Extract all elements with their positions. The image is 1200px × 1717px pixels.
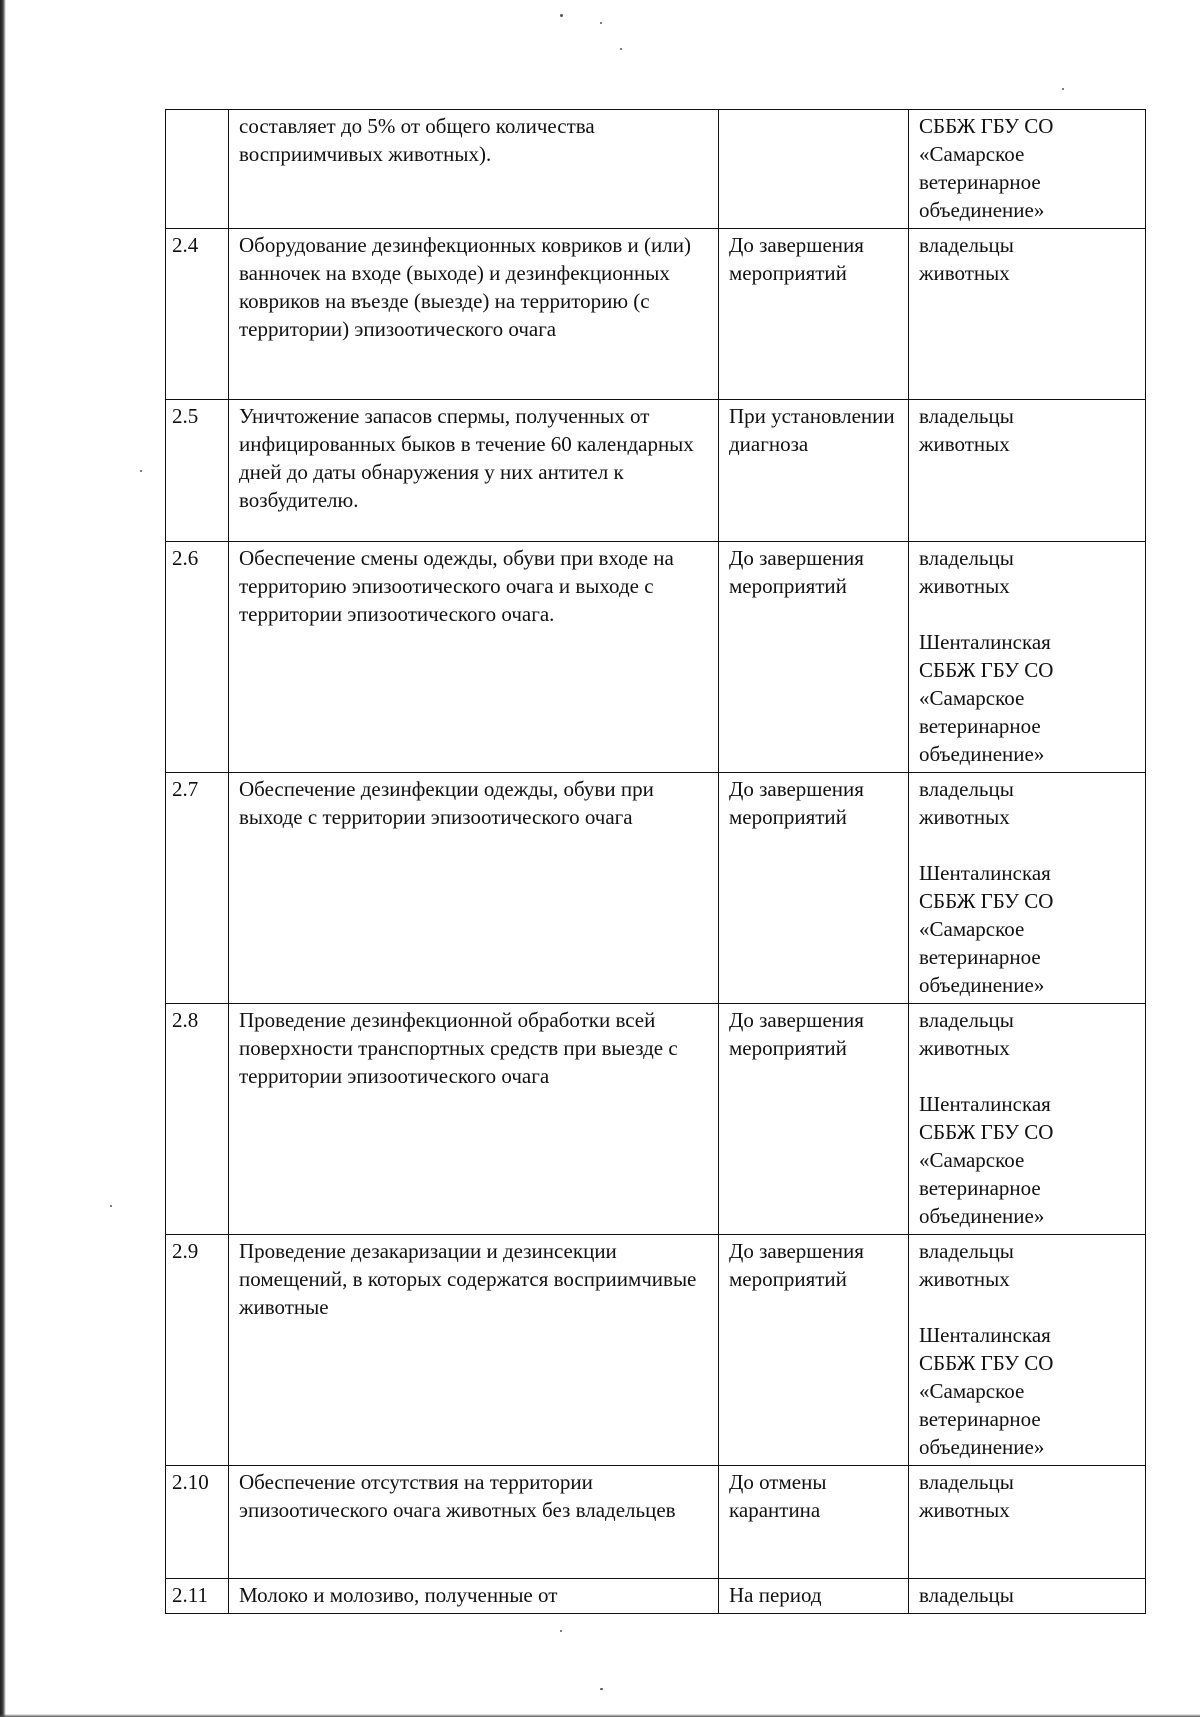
responsible-line: СББЖ ГБУ СО [919, 1120, 1054, 1144]
measure-text: Обеспечение дезинфекции одежды, обуви при выходе с территории эпизоотического очага [229, 773, 719, 1004]
term-text: До завершения мероприятий [719, 229, 909, 400]
responsible-line: животных [919, 1036, 1010, 1060]
responsible-line: животных [919, 805, 1010, 829]
responsible-line: СББЖ ГБУ СО [919, 1351, 1054, 1375]
responsible-line: СББЖ ГБУ СО [919, 658, 1054, 682]
responsible-line: животных [919, 261, 1010, 285]
scan-edge-shadow [0, 0, 6, 1717]
responsible-line: Шенталинская [919, 861, 1051, 885]
responsible-line: объединение» [919, 742, 1045, 766]
responsible-line: животных [919, 1267, 1010, 1291]
scan-speck [600, 1688, 603, 1690]
responsible-cell [909, 1579, 1146, 1614]
row-number: 2.9 [166, 1235, 229, 1466]
responsible-cell [909, 542, 1146, 773]
row-number: 2.4 [166, 229, 229, 400]
term-text: До завершения мероприятий [719, 1004, 909, 1235]
table-row [166, 229, 1146, 400]
responsible-cell [909, 1235, 1146, 1466]
scan-speck [1062, 88, 1064, 90]
responsible-cell [909, 400, 1146, 542]
scan-speck [600, 22, 602, 24]
line-gap [919, 600, 1137, 628]
responsible-line: владельцы [919, 1583, 1014, 1607]
measure-text: Молоко и молозиво, полученные от [229, 1579, 719, 1614]
responsible-line: Шенталинская [919, 1323, 1051, 1347]
responsible-line: объединение» [919, 973, 1045, 997]
term-text: До завершения мероприятий [719, 1235, 909, 1466]
table-row [166, 1235, 1146, 1466]
responsible-line: владельцы [919, 233, 1014, 257]
row-number: 2.10 [166, 1466, 229, 1579]
line-gap [919, 1062, 1137, 1090]
term-text: До завершения мероприятий [719, 773, 909, 1004]
measure-text: Проведение дезакаризации и дезинсекции помещений, в которых содержатся восприимчивые животные [229, 1235, 719, 1466]
responsible-line: ветеринарное [919, 1176, 1041, 1200]
responsible-line: ветеринарное [919, 714, 1041, 738]
responsible-line: «Самарское [919, 917, 1025, 941]
responsible-line: ветеринарное [919, 945, 1041, 969]
measures-table [165, 109, 1146, 1614]
table-row [166, 1579, 1146, 1614]
scan-speck [140, 470, 142, 472]
term-text: При установлении диагноза [719, 400, 909, 542]
row-number [166, 110, 229, 229]
responsible-line: «Самарское [919, 1148, 1025, 1172]
table-row [166, 1466, 1146, 1579]
measure-text: Проведение дезинфекционной обработки всей поверхности транспортных средств при выезде с территории эпизоотического очага [229, 1004, 719, 1235]
row-number: 2.5 [166, 400, 229, 542]
responsible-cell [909, 110, 1146, 229]
responsible-cell [909, 1466, 1146, 1579]
table-row [166, 542, 1146, 773]
responsible-line: ветеринарное [919, 1407, 1041, 1431]
responsible-line: «Самарское [919, 142, 1025, 166]
row-number: 2.6 [166, 542, 229, 773]
table-row [166, 1004, 1146, 1235]
line-gap [919, 831, 1137, 859]
responsible-line: «Самарское [919, 1379, 1025, 1403]
responsible-line: Шенталинская [919, 630, 1051, 654]
row-number: 2.8 [166, 1004, 229, 1235]
responsible-line: владельцы [919, 404, 1014, 428]
measure-text: составляет до 5% от общего количества восприимчивых животных). [229, 110, 719, 229]
responsible-line: владельцы [919, 1239, 1014, 1263]
table-row [166, 110, 1146, 229]
responsible-line: животных [919, 432, 1010, 456]
term-text: До отмены карантина [719, 1466, 909, 1579]
responsible-cell [909, 773, 1146, 1004]
table-row [166, 773, 1146, 1004]
responsible-line: владельцы [919, 1008, 1014, 1032]
scan-speck [560, 14, 563, 17]
line-gap [919, 1293, 1137, 1321]
responsible-line: животных [919, 1498, 1010, 1522]
row-number: 2.11 [166, 1579, 229, 1614]
responsible-line: владельцы [919, 546, 1014, 570]
scan-speck [560, 1630, 562, 1632]
responsible-line: объединение» [919, 198, 1045, 222]
term-text: На период [719, 1579, 909, 1614]
responsible-line: СББЖ ГБУ СО [919, 114, 1054, 138]
responsible-line: «Самарское [919, 686, 1025, 710]
scan-speck [110, 1205, 112, 1207]
responsible-line: животных [919, 574, 1010, 598]
responsible-line: ветеринарное [919, 170, 1041, 194]
responsible-line: владельцы [919, 777, 1014, 801]
measure-text: Обеспечение отсутствия на территории эпизоотического очага животных без владельцев [229, 1466, 719, 1579]
responsible-line: объединение» [919, 1204, 1045, 1228]
term-text: До завершения мероприятий [719, 542, 909, 773]
responsible-cell [909, 229, 1146, 400]
responsible-cell [909, 1004, 1146, 1235]
responsible-line: СББЖ ГБУ СО [919, 889, 1054, 913]
measure-text: Обеспечение смены одежды, обуви при входе на территорию эпизоотического очага и выходе с территории эпизоотического очага. [229, 542, 719, 773]
term-text [719, 110, 909, 229]
responsible-line: Шенталинская [919, 1092, 1051, 1116]
responsible-line: объединение» [919, 1435, 1045, 1459]
scan-speck [620, 48, 622, 50]
table-row [166, 400, 1146, 542]
row-number: 2.7 [166, 773, 229, 1004]
measure-text: Уничтожение запасов спермы, полученных от инфицированных быков в течение 60 календарных дней до даты обнаружения у них антител к возбудителю. [229, 400, 719, 542]
responsible-line: владельцы [919, 1470, 1014, 1494]
measure-text: Оборудование дезинфекционных ковриков и (или) ванночек на входе (выходе) и дезинфекционных ковриков на въезде (выезде) на территорию (с территории) эпизоотического очага [229, 229, 719, 400]
